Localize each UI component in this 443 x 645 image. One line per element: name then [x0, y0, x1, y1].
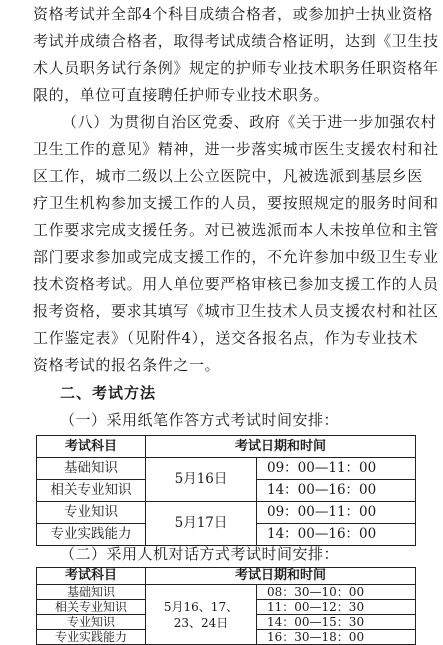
paragraph-line: 技术资格考试。用人单位要严格审核已参加支援工作的人员	[33, 275, 439, 293]
table1-caption: （一）采用纸笔作答方式考试时间安排：	[60, 411, 340, 429]
header-datetime: 考试日期和时间	[146, 436, 416, 458]
time-cell: 16：30—18：00	[257, 630, 416, 645]
subject-cell: 专业实践能力	[37, 524, 146, 546]
header-subject: 考试科目	[37, 568, 146, 585]
time-cell: 14：00—15：30	[257, 615, 416, 630]
paragraph-line: 报考资格，要求其填写《城市卫生技术人员支援农村和社区	[33, 302, 439, 320]
paragraph-line: 考试并成绩合格者，取得考试成绩合格证明，达到《卫生技	[33, 32, 439, 50]
subject-cell: 基础知识	[37, 585, 146, 600]
table-row	[37, 502, 416, 524]
header-datetime: 考试日期和时间	[146, 568, 416, 585]
paragraph-line: 工作要求完成支援任务。对已被选派而本人未按单位和主管	[33, 221, 439, 239]
paragraph-line: 资格考试的报名条件之一。	[33, 356, 221, 374]
section-heading: 二、考试方法	[60, 384, 157, 402]
time-cell: 11：00—12：30	[257, 600, 416, 615]
subject-cell: 专业实践能力	[37, 630, 146, 645]
paragraph-line: 疗卫生机构参加支援工作的人员，要按照规定的服务时间和	[33, 194, 439, 212]
time-cell: 08：30—10：00	[257, 585, 416, 600]
paragraph-line: 工作鉴定表》（见附件4），送交各报名点，作为专业技术	[33, 329, 419, 347]
table-header-row	[37, 436, 416, 458]
table-header-row	[37, 568, 416, 585]
time-cell: 14：00—16：00	[257, 480, 416, 502]
date-cell: 5月16、17、23、24日	[146, 585, 257, 645]
subject-cell: 基础知识	[37, 458, 146, 480]
time-cell: 09：00—11：00	[257, 458, 416, 480]
time-cell: 09：00—11：00	[257, 502, 416, 524]
paragraph-line: 资格考试并全部4个科目成绩合格者，或参加护士执业资格	[33, 5, 434, 23]
date-cell: 5月17日	[146, 502, 257, 546]
subject-cell: 专业知识	[37, 502, 146, 524]
paragraph-line: 术人员职务试行条例》规定的护师专业技术职务任职资格年	[33, 59, 439, 77]
subject-cell: 相关专业知识	[37, 480, 146, 502]
date-cell: 5月16日	[146, 458, 257, 502]
table2-caption: （二）采用人机对话方式考试时间安排：	[60, 545, 340, 563]
table-row	[37, 585, 416, 600]
paragraph-line: 卫生工作的意见》精神，进一步落实城市医生支援农村和社	[33, 140, 439, 158]
subject-cell: 相关专业知识	[37, 600, 146, 615]
time-cell: 14：00—16：00	[257, 524, 416, 546]
table-row	[37, 458, 416, 480]
paragraph-line: （八）为贯彻自治区党委、政府《关于进一步加强农村	[62, 113, 437, 131]
subject-cell: 专业知识	[37, 615, 146, 630]
computer-exam-schedule-table	[36, 567, 416, 645]
header-subject: 考试科目	[37, 436, 146, 458]
paper-exam-schedule-table	[36, 435, 416, 546]
paragraph-line: 部门要求参加或完成支援工作的，不允许参加中级卫生专业	[33, 248, 439, 266]
paragraph-line: 区工作，城市二级以上公立医院中，凡被选派到基层乡医	[33, 167, 424, 185]
paragraph-line: 限的，单位可直接聘任护师专业技术职务。	[33, 86, 330, 104]
